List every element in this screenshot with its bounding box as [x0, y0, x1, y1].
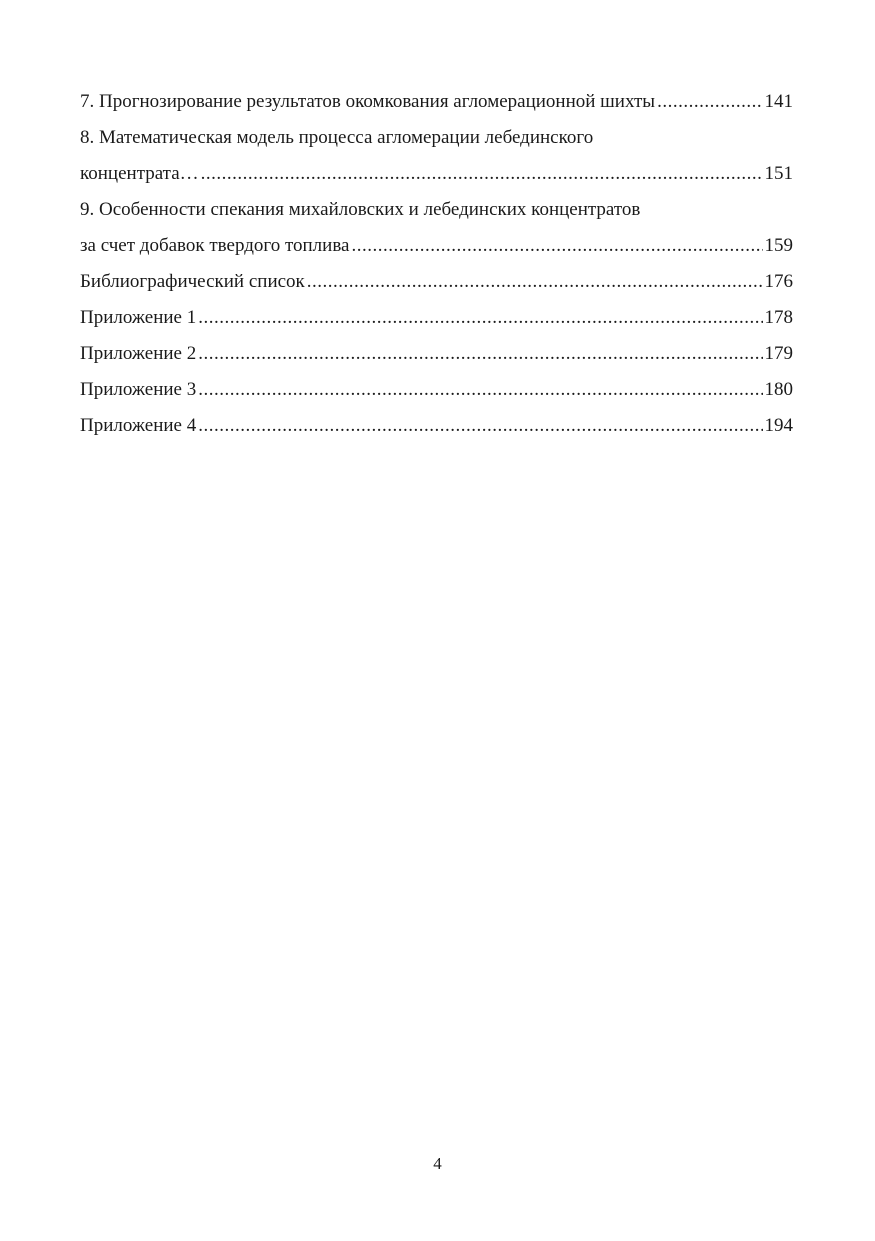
- toc-entry-page: 194: [764, 415, 793, 436]
- dot-leader: [351, 228, 762, 264]
- toc-entry-page: 180: [764, 379, 793, 400]
- toc-entry-title: Приложение 2: [80, 343, 197, 364]
- dot-leader: [198, 408, 762, 444]
- toc-entry-title: Библиографический список: [80, 271, 305, 292]
- toc-entry-title-continued: за счет добавок твердого топлива: [80, 235, 350, 256]
- toc-entry: [80, 156, 793, 192]
- dot-leader: [198, 372, 762, 408]
- toc-entry: [80, 300, 793, 336]
- table-of-contents: [80, 84, 793, 444]
- toc-entry-title: 9. Особенности спекания михайловских и лебединских концентратов: [80, 199, 641, 220]
- toc-entry: [80, 228, 793, 264]
- dot-leader: [307, 264, 763, 300]
- toc-entry-page: 176: [764, 271, 793, 292]
- toc-entry-title: 8. Математическая модель процесса агломерации лебединского: [80, 127, 594, 148]
- toc-entry-page: 159: [764, 235, 793, 256]
- toc-entry: [80, 372, 793, 408]
- toc-entry-title: Приложение 1: [80, 307, 197, 328]
- toc-entry-page: 179: [764, 343, 793, 364]
- toc-entry-page: 151: [764, 163, 793, 184]
- dot-leader: [657, 84, 762, 120]
- toc-entry: [80, 408, 793, 444]
- toc-entry-title: Приложение 3: [80, 379, 197, 400]
- dot-leader: [198, 300, 762, 336]
- toc-entry-page: 141: [764, 91, 793, 112]
- toc-entry-page: 178: [764, 307, 793, 328]
- toc-entry-title-continued: концентрата…: [80, 163, 199, 184]
- toc-entry: [80, 84, 793, 120]
- dot-leader: [201, 156, 763, 192]
- dot-leader: [198, 336, 762, 372]
- page-number: 4: [433, 1154, 442, 1173]
- toc-entry-title: 7. Прогнозирование результатов окомкования агломерационной шихты: [80, 91, 656, 112]
- toc-entry-first-line: [80, 120, 793, 156]
- toc-entry-first-line: [80, 192, 793, 228]
- toc-entry: [80, 336, 793, 372]
- toc-entry-title: Приложение 4: [80, 415, 197, 436]
- toc-entry: [80, 264, 793, 300]
